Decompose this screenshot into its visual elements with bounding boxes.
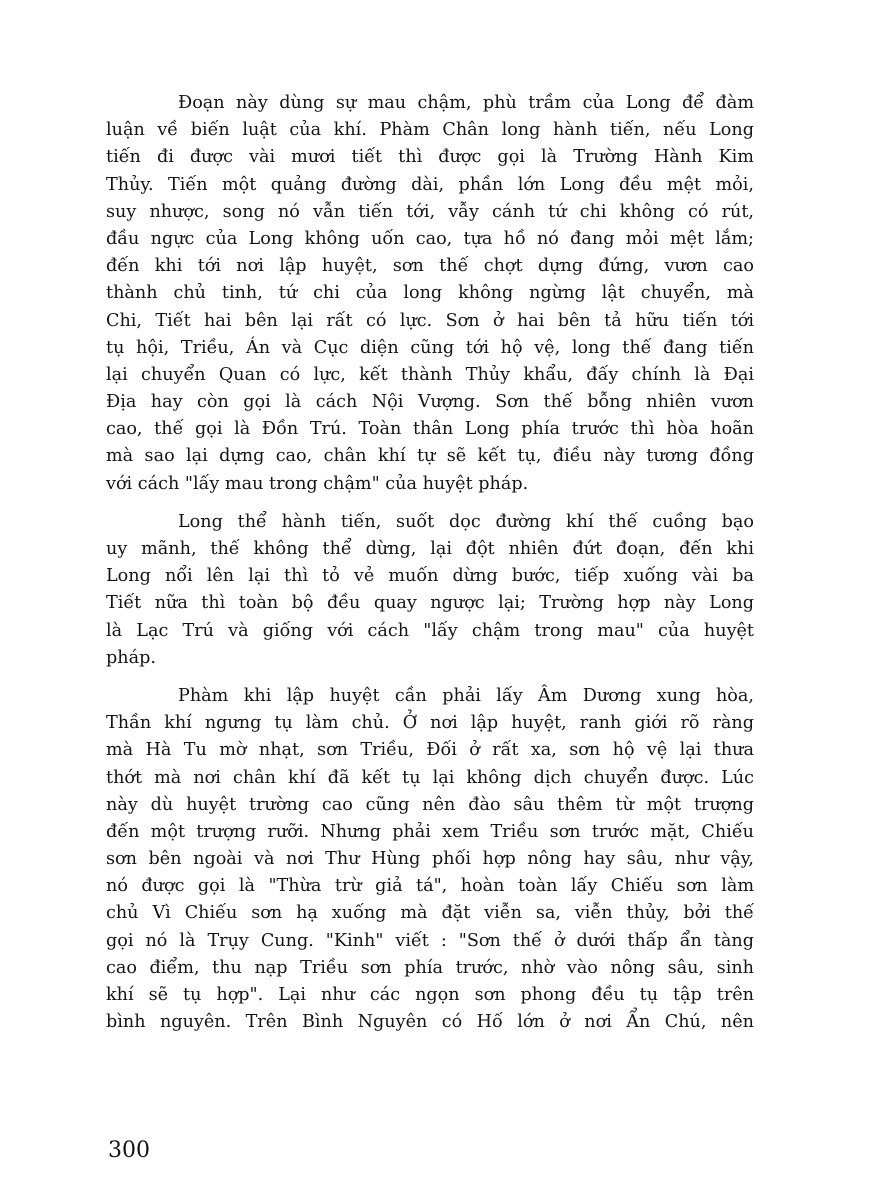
text-line: đến khi tới nơi lập huyệt, sơn thế chợt dựng đứng, vươn cao bbox=[106, 256, 754, 277]
text-line: Địa hay còn gọi là cách Nội Vượng. Sơn thế bỗng nhiên vươn bbox=[106, 392, 754, 413]
paragraph-3 bbox=[106, 683, 754, 1036]
text-line: Long thể hành tiến, suốt dọc đường khí thế cuồng bạo bbox=[178, 511, 754, 532]
text-line: với cách "lấy mau trong chậm" của huyệt pháp. bbox=[106, 473, 529, 494]
text-line: khí sẽ tụ hợp". Lại như các ngọn sơn phong đều tụ tập trên bbox=[106, 985, 754, 1005]
paragraph-2 bbox=[106, 509, 754, 672]
text-line: mà Hà Tu mờ nhạt, sơn Triều, Đối ở rất xa, sơn hộ vệ lại thưa bbox=[106, 740, 754, 761]
text-line: thành chủ tinh, tứ chi của long không ngừng lật chuyển, mà bbox=[106, 283, 754, 304]
paragraph-1 bbox=[106, 90, 754, 498]
text-line: cao điểm, thu nạp Triều sơn phía trước, nhờ vào nông sâu, sinh bbox=[106, 957, 754, 978]
text-line: này dù huyệt trường cao cũng nên đào sâu thêm từ một trượng bbox=[106, 794, 754, 815]
text-line: Thần khí ngưng tụ làm chủ. Ở nơi lập huyệt, ranh giới rõ ràng bbox=[106, 713, 754, 734]
text-line: Thủy. Tiến một quảng đường dài, phần lớn Long đều mệt mỏi, bbox=[106, 174, 754, 195]
text-line: pháp. bbox=[106, 647, 156, 668]
text-line: nó được gọi là "Thừa trừ giả tá", hoàn toàn lấy Chiếu sơn làm bbox=[106, 876, 754, 897]
text-line: thớt mà nơi chân khí đã kết tụ lại không dịch chuyển được. Lúc bbox=[106, 767, 754, 788]
text-line: suy nhược, song nó vẫn tiến tới, vẫy cánh tứ chi không có rút, bbox=[106, 201, 754, 222]
page-number: 300 bbox=[108, 1138, 150, 1163]
text-line: mà sao lại dựng cao, chân khí tự sẽ kết tụ, điều này tương đồng bbox=[106, 446, 754, 467]
text-line: cao, thế gọi là Đồn Trú. Toàn thân Long phía trước thì hòa hoãn bbox=[106, 419, 754, 440]
text-line: đầu ngực của Long không uốn cao, tựa hồ nó đang mỏi mệt lắm; bbox=[106, 228, 754, 249]
text-line: tiến đi được vài mươi tiết thì được gọi là Trường Hành Kim bbox=[106, 147, 754, 168]
text-line: gọi nó là Trụy Cung. "Kinh" viết : "Sơn thế ở dưới thấp ẩn tàng bbox=[106, 930, 754, 951]
text-line: uy mãnh, thế không thể dừng, lại đột nhiên đứt đoạn, đến khi bbox=[106, 539, 754, 559]
text-line: Tiết nữa thì toàn bộ đều quay ngược lại; Trường hợp này Long bbox=[106, 593, 754, 614]
text-line: Long nổi lên lại thì tỏ vẻ muốn dừng bước, tiếp xuống vài ba bbox=[106, 566, 754, 587]
text-line: luận về biến luật của khí. Phàm Chân long hành tiến, nếu Long bbox=[106, 120, 754, 141]
text-line: Đoạn này dùng sự mau chậm, phù trầm của Long để đàm bbox=[178, 93, 754, 113]
text-line: là Lạc Trú và giống với cách "lấy chậm trong mau" của huyệt bbox=[106, 620, 754, 641]
text-line: lại chuyển Quan có lực, kết thành Thủy khẩu, đấy chính là Đại bbox=[106, 364, 754, 385]
text-line: tụ hội, Triều, Án và Cục diện cũng tới hộ vệ, long thế đang tiến bbox=[106, 337, 754, 358]
text-line: sơn bên ngoài và nơi Thư Hùng phối hợp nông hay sâu, như vậy, bbox=[106, 849, 754, 870]
text-line: chủ Vì Chiếu sơn hạ xuống mà đặt viễn sa, viễn thủy, bởi thế bbox=[106, 903, 754, 924]
text-line: bình nguyên. Trên Bình Nguyên có Hố lớn ở nơi Ẩn Chú, nên bbox=[106, 1012, 754, 1033]
text-line: Chi, Tiết hai bên lại rất có lực. Sơn ở hai bên tả hữu tiến tới bbox=[106, 310, 754, 331]
text-line: Phàm khi lập huyệt cần phải lấy Âm Dương xung hòa, bbox=[178, 685, 754, 706]
text-line: đến một trượng rưỡi. Nhưng phải xem Triều sơn trước mặt, Chiếu bbox=[106, 821, 754, 842]
body-text bbox=[106, 90, 754, 1036]
